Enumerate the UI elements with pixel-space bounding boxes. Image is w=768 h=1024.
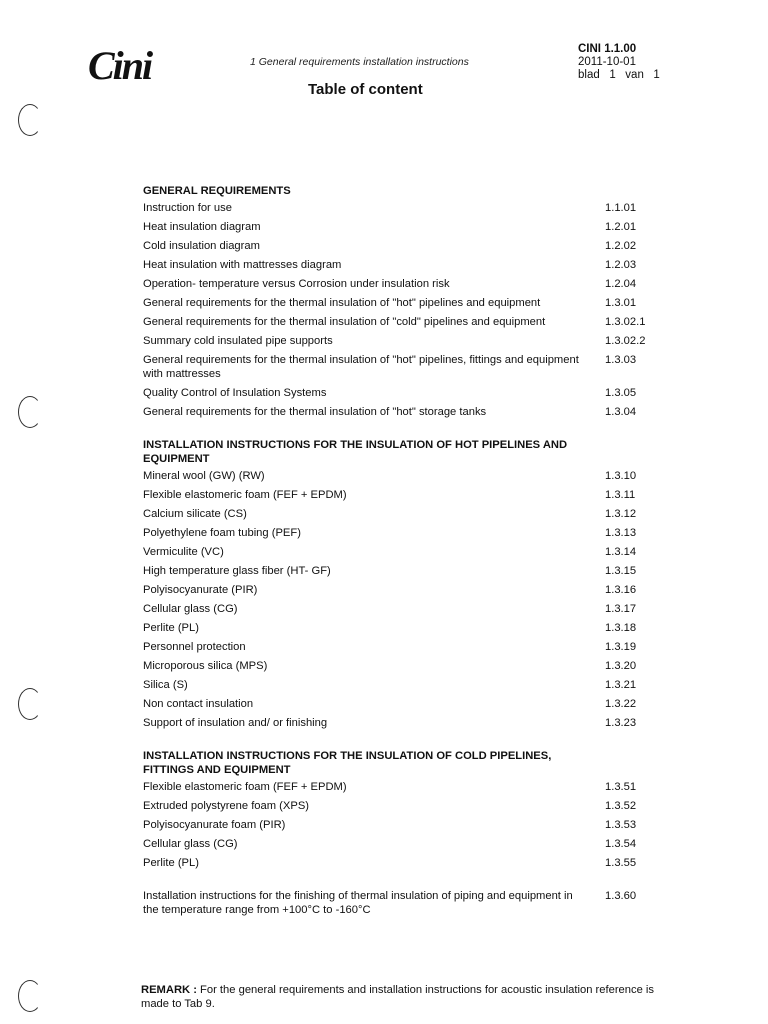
- toc-entry: [143, 315, 663, 329]
- toc-entry-code: 1.3.60: [605, 890, 637, 902]
- remark-label: REMARK :: [141, 984, 197, 996]
- toc-entry-code: 1.3.16: [605, 584, 637, 596]
- toc-entry-code: 1.3.19: [605, 641, 637, 653]
- toc-entry: [143, 239, 663, 253]
- toc-entry: [143, 659, 663, 673]
- toc-entry: [143, 545, 663, 559]
- toc-entry-label: Quality Control of Insulation Systems: [143, 387, 327, 399]
- toc-entry-code: 1.3.01: [605, 297, 637, 309]
- punch-hole-2: [18, 396, 42, 428]
- toc-section: [143, 438, 663, 730]
- toc-section: [143, 889, 663, 917]
- toc-entry: [143, 507, 663, 521]
- section-heading: GENERAL REQUIREMENTS: [143, 185, 291, 197]
- toc-entry-code: 1.3.04: [605, 406, 637, 418]
- toc-entry: [143, 621, 663, 635]
- toc-entry-code: 1.3.12: [605, 508, 637, 520]
- toc-entry-code: 1.3.51: [605, 781, 637, 793]
- toc-section: [143, 749, 663, 870]
- toc-entry-code: 1.3.05: [605, 387, 637, 399]
- document-code: CINI 1.1.00: [578, 43, 637, 55]
- toc-entry-label: Operation- temperature versus Corrosion under insulation risk: [143, 278, 450, 290]
- toc-entry-label: General requirements for the thermal insulation of "hot" pipelines, fittings and equipment with mattresses: [143, 354, 579, 380]
- section-heading: INSTALLATION INSTRUCTIONS FOR THE INSULATION OF COLD PIPELINES, FITTINGS AND EQUIPMENT: [143, 750, 552, 776]
- page-number: blad 1 van 1: [578, 69, 660, 81]
- toc-entry-label: High temperature glass fiber (HT- GF): [143, 565, 331, 577]
- toc-entry: [143, 678, 663, 692]
- toc-entry: [143, 220, 663, 234]
- toc-entry: [143, 889, 663, 917]
- toc-entry-code: 1.2.03: [605, 259, 637, 271]
- toc-entry-label: Heat insulation with mattresses diagram: [143, 259, 342, 271]
- toc-entry-code: 1.1.01: [605, 202, 637, 214]
- remark-note: [141, 983, 681, 1011]
- toc-entry-code: 1.3.22: [605, 698, 637, 710]
- toc-entry-label: Personnel protection: [143, 641, 246, 653]
- toc-entry: [143, 697, 663, 711]
- toc-entry-label: Vermiculite (VC): [143, 546, 224, 558]
- toc-entry: [143, 818, 663, 832]
- section-heading: INSTALLATION INSTRUCTIONS FOR THE INSULATION OF HOT PIPELINES AND EQUIPMENT: [143, 439, 568, 465]
- toc-entry-code: 1.3.17: [605, 603, 637, 615]
- toc-entry: [143, 640, 663, 654]
- toc-entry: [143, 837, 663, 851]
- toc-entry: [143, 583, 663, 597]
- toc-entry-label: Polyethylene foam tubing (PEF): [143, 527, 301, 539]
- toc-entry: [143, 780, 663, 794]
- toc-entry-label: General requirements for the thermal insulation of "hot" pipelines and equipment: [143, 297, 541, 309]
- toc-entry: [143, 386, 663, 400]
- toc-entry: [143, 353, 663, 381]
- toc-entry-code: 1.3.11: [605, 489, 636, 501]
- toc-entry-code: 1.3.02.1: [605, 316, 646, 328]
- toc-entry-label: Polyisocyanurate foam (PIR): [143, 819, 286, 831]
- toc-entry-label: Calcium silicate (CS): [143, 508, 247, 520]
- toc-entry-label: Heat insulation diagram: [143, 221, 261, 233]
- toc-entry-code: 1.3.52: [605, 800, 637, 812]
- punch-hole-3: [18, 688, 42, 720]
- cini-logo: Cini: [88, 43, 152, 88]
- toc-entry-code: 1.3.02.2: [605, 335, 646, 347]
- toc-entry-code: 1.3.21: [605, 679, 637, 691]
- toc-entry: [143, 526, 663, 540]
- toc-entry-label: Flexible elastomeric foam (FEF + EPDM): [143, 781, 347, 793]
- document-identifier: [578, 43, 660, 82]
- toc-entry-label: General requirements for the thermal insulation of "cold" pipelines and equipment: [143, 316, 546, 328]
- toc-entry-code: 1.3.23: [605, 717, 637, 729]
- toc-entry: [143, 716, 663, 730]
- toc-entry-label: Cellular glass (CG): [143, 603, 238, 615]
- remark-text: For the general requirements and installation instructions for acoustic insulation reference is made to Tab 9.: [141, 984, 654, 1010]
- toc-entry-label: Support of insulation and/ or finishing: [143, 717, 328, 729]
- toc-entry-code: 1.3.20: [605, 660, 637, 672]
- toc-entry-code: 1.3.14: [605, 546, 637, 558]
- document-date: 2011-10-01: [578, 56, 636, 68]
- toc-entry-code: 1.3.53: [605, 819, 637, 831]
- toc-entry-code: 1.3.03: [605, 354, 637, 366]
- toc-entry-code: 1.3.55: [605, 857, 637, 869]
- toc-entry-label: Flexible elastomeric foam (FEF + EPDM): [143, 489, 347, 501]
- toc-entry-label: Perlite (PL): [143, 622, 199, 634]
- toc-entry: [143, 799, 663, 813]
- toc-entry-label: Cold insulation diagram: [143, 240, 260, 252]
- toc-entry: [143, 564, 663, 578]
- toc-entry-code: 1.2.04: [605, 278, 637, 290]
- punch-hole-1: [18, 104, 42, 136]
- toc-entry-label: Polyisocyanurate (PIR): [143, 584, 258, 596]
- toc-entry-code: 1.3.18: [605, 622, 637, 634]
- toc-entry-label: Non contact insulation: [143, 698, 254, 710]
- toc-entry-label: Summary cold insulated pipe supports: [143, 335, 333, 347]
- toc-entry-code: 1.3.13: [605, 527, 637, 539]
- toc-entry: [143, 602, 663, 616]
- toc-entry-label: Installation instructions for the finishing of thermal insulation of piping and equipment in the temperature range from +100°C to -160°C: [143, 890, 573, 916]
- toc-entry: [143, 488, 663, 502]
- toc-entry-label: Mineral wool (GW) (RW): [143, 470, 265, 482]
- toc-entry: [143, 334, 663, 348]
- toc-entry-code: 1.2.02: [605, 240, 637, 252]
- toc-entry: [143, 277, 663, 291]
- toc-entry-code: 1.2.01: [605, 221, 637, 233]
- toc-entry-label: General requirements for the thermal insulation of "hot" storage tanks: [143, 406, 487, 418]
- toc-entry-label: Cellular glass (CG): [143, 838, 238, 850]
- toc-entry-code: 1.3.15: [605, 565, 637, 577]
- toc-entry-label: Extruded polystyrene foam (XPS): [143, 800, 310, 812]
- toc-entry: [143, 296, 663, 310]
- toc-section: [143, 184, 663, 419]
- toc-entry-code: 1.3.10: [605, 470, 637, 482]
- toc-entry-label: Microporous silica (MPS): [143, 660, 268, 672]
- toc-entry: [143, 469, 663, 483]
- toc-entry-label: Instruction for use: [143, 202, 232, 214]
- toc-entry: [143, 856, 663, 870]
- document-subtitle: 1 General requirements installation instructions: [250, 56, 469, 68]
- punch-hole-4: [18, 980, 42, 1012]
- table-of-contents: [143, 184, 663, 936]
- toc-entry: [143, 405, 663, 419]
- toc-entry-label: Perlite (PL): [143, 857, 199, 869]
- toc-entry: [143, 201, 663, 215]
- toc-entry-label: Silica (S): [143, 679, 188, 691]
- toc-entry-code: 1.3.54: [605, 838, 637, 850]
- page-title: Table of content: [308, 81, 423, 98]
- toc-entry: [143, 258, 663, 272]
